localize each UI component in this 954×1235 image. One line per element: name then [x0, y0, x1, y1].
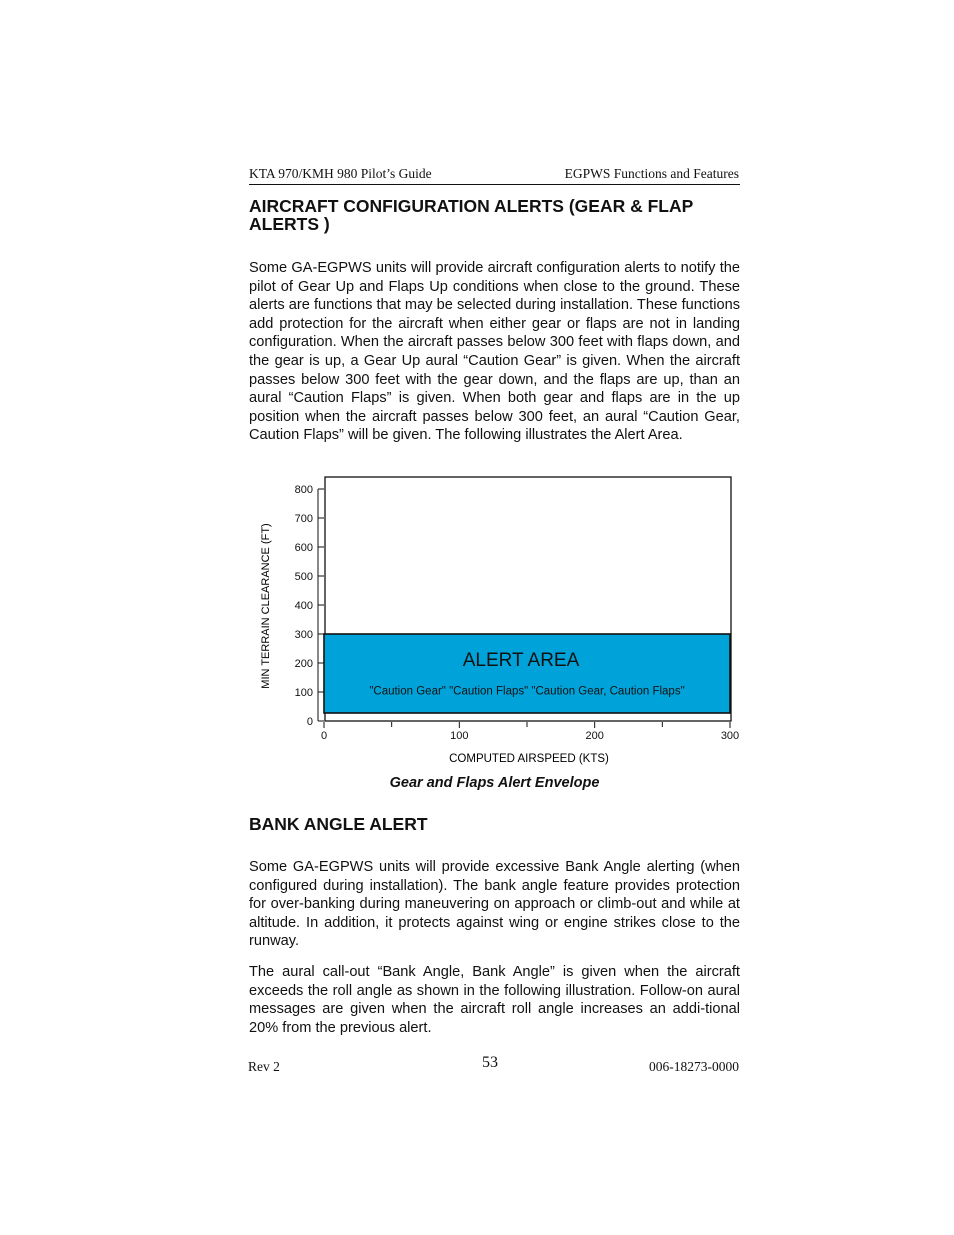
y-tick-label: 400 [294, 600, 313, 612]
y-tick-label: 200 [294, 658, 313, 670]
running-header-right: EGPWS Functions and Features [564, 166, 739, 181]
section-title-bank-angle: BANK ANGLE ALERT [249, 814, 428, 834]
x-tick-label: 300 [720, 730, 740, 742]
y-tick-label: 500 [294, 571, 313, 583]
chart-xlabel: COMPUTED AIRSPEED (KTS) [449, 753, 609, 765]
alert-area-sublabel: "Caution Gear" "Caution Flaps" "Caution Gear, Caution Flaps" [369, 685, 685, 698]
bank-angle-paragraph-1: Some GA-EGPWS units will provide excessive Bank Angle alerting (when configured during installation). The bank angle feature provides protection for over-banking during maneuvering on approach or climb-out and while at altitude. In addition, it protects against wing or engine strikes close to the runway. [249, 859, 740, 950]
page-number: 53 [482, 1054, 498, 1071]
y-tick-label: 800 [294, 484, 313, 496]
x-tick-label: 200 [585, 730, 604, 742]
y-tick-label: 300 [294, 629, 313, 641]
y-tick-label: 0 [306, 716, 313, 728]
figure-caption: Gear and Flaps Alert Envelope [389, 775, 600, 791]
running-header-left: KTA 970/KMH 980 Pilot’s Guide [249, 166, 432, 181]
y-tick-label: 100 [294, 687, 313, 699]
section-title-configuration-alerts: AIRCRAFT CONFIGURATION ALERTS (GEAR & FLAP ALERTS ) [249, 196, 693, 234]
x-tick-label: 0 [320, 730, 328, 742]
configuration-alerts-paragraph: Some GA-EGPWS units will provide aircraft configuration alerts to notify the pilot of Gear Up and Flaps Up conditions when close to the ground. These alerts are functions that may be selected during installation. These functions add protection for the aircraft when either gear or flaps are not in landing configuration. When the aircraft passes below 300 feet with flaps down, and the gear is up, a Gear Up aural “Caution Gear” is given. When the aircraft passes below 300 feet with the gear down, and the flaps are up, than an aural “Caution Flaps” is given. When both gear and flaps are in the up position when the aircraft passes below 300 feet, an aural “Caution Gear, Caution Flaps” will be given. The following illustrates the Alert Area. [249, 260, 740, 444]
footer-document-number: 006-18273-0000 [649, 1059, 739, 1074]
bank-angle-paragraph-2: The aural call-out “Bank Angle, Bank Angle” is given when the aircraft exceeds the roll angle as shown in the following illustration. Follow-on aural messages are given when the aircraft roll angle increases an addi-tional 20% from the previous alert. [249, 964, 740, 1036]
x-tick-label: 100 [450, 730, 469, 742]
alert-area-label: ALERT AREA [462, 649, 580, 671]
y-tick-label: 600 [294, 542, 313, 554]
footer-revision: Rev 2 [248, 1059, 280, 1074]
alert-area-region [324, 634, 730, 713]
chart-ylabel: MIN TERRAIN CLEARANCE (FT) [260, 523, 272, 689]
y-tick-label: 700 [294, 513, 313, 525]
